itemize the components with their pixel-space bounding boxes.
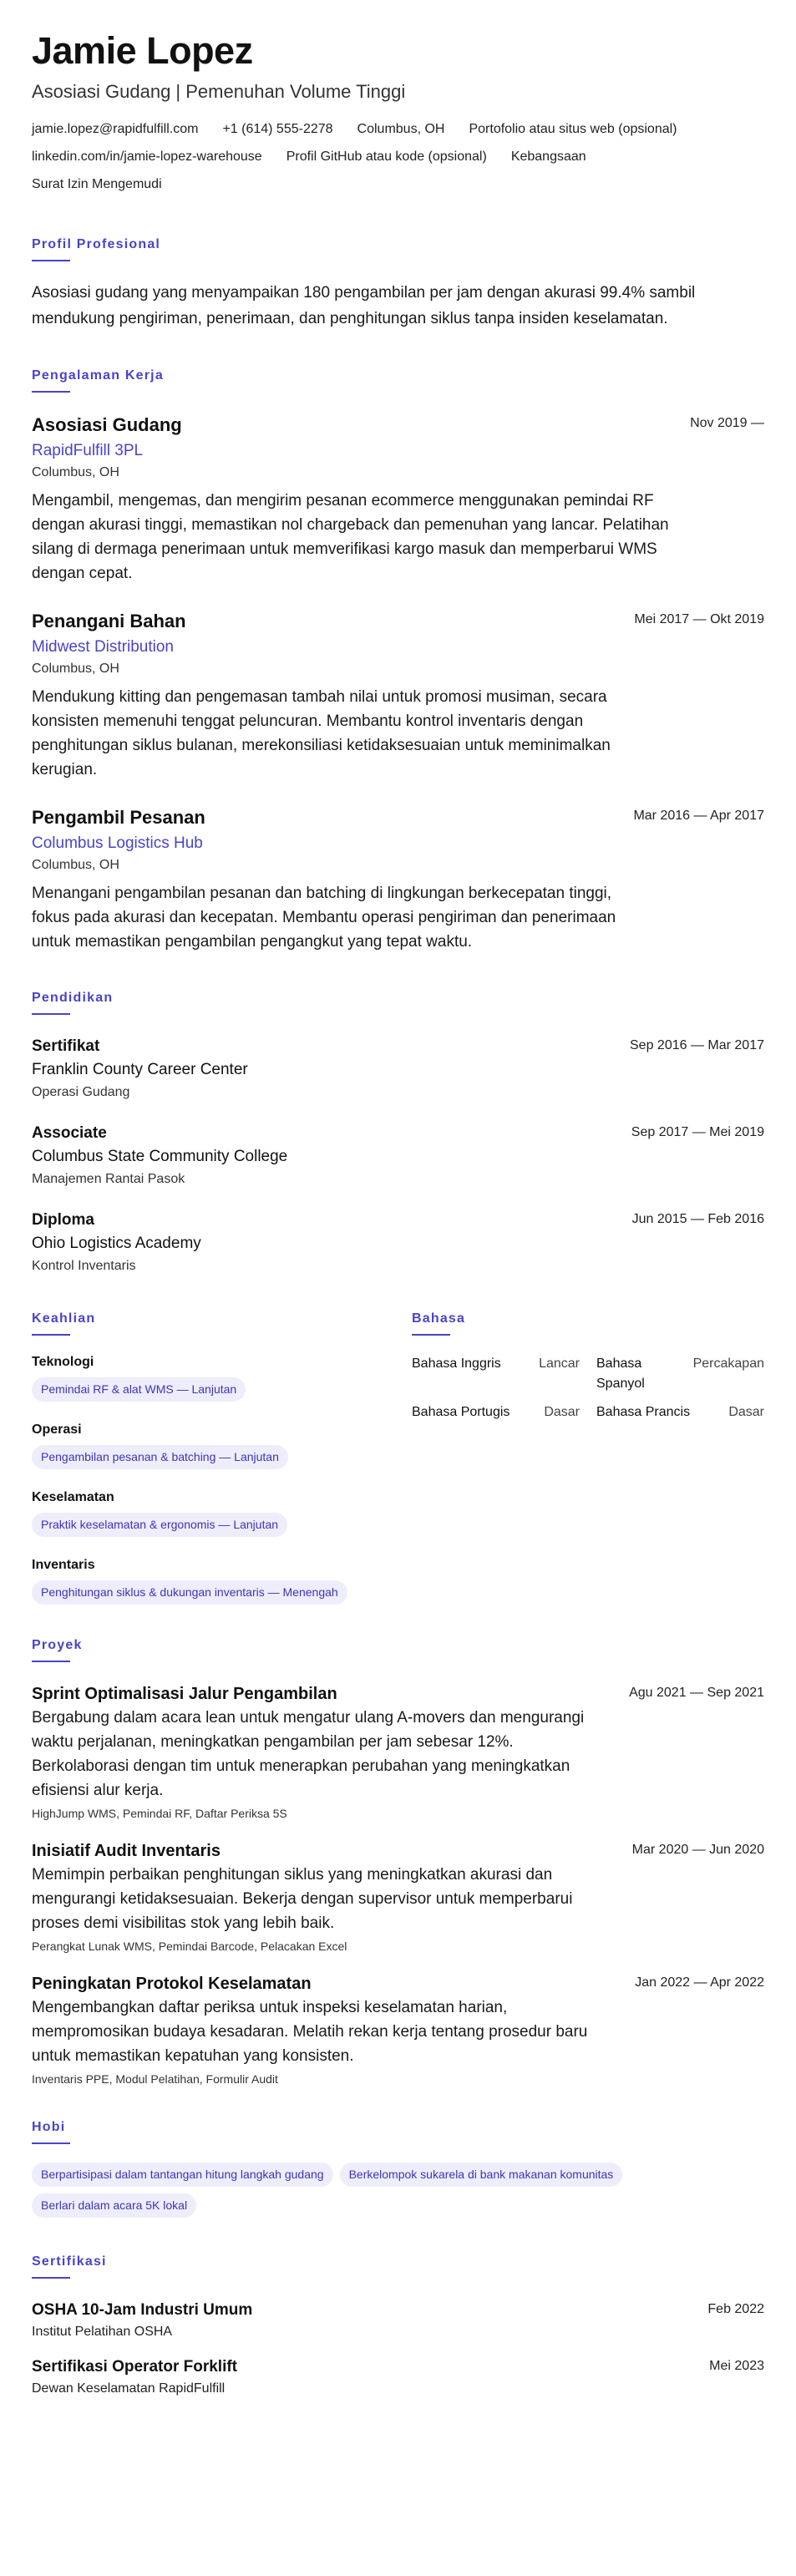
education-field: Kontrol Inventaris (32, 1259, 136, 1274)
education-item (32, 1037, 764, 1101)
project-tech: Perangkat Lunak WMS, Pemindai Barcode, Pelacakan Excel (32, 1940, 347, 1954)
certification-name: OSHA 10-Jam Industri Umum (32, 2301, 253, 2320)
certification-date: Mei 2023 (709, 2359, 764, 2374)
education-field: Manajemen Rantai Pasok (32, 1172, 185, 1187)
project-dates: Mar 2020 — Jun 2020 (631, 1843, 764, 1858)
education-item (32, 1123, 764, 1188)
profile-section (32, 237, 764, 332)
certification-name: Sertifikasi Operator Forklift (32, 2358, 238, 2376)
language-item (596, 1402, 764, 1422)
skill-category: Keselamatan (32, 1490, 114, 1505)
section-title: Bahasa (412, 1311, 466, 1326)
language-name: Bahasa Prancis (596, 1405, 691, 1420)
certification-issuer: Dewan Keselamatan RapidFulfill (32, 2381, 226, 2396)
skills-section (32, 1311, 412, 1605)
contact-phone[interactable]: +1 (614) 555-2278 (222, 122, 333, 137)
hobbies-section (32, 2120, 764, 2218)
job-description: Mengambil, mengemas, dan mengirim pesanan ecommerce menggunakan pemindai RF dengan akurasi tinggi, memastikan nol chargeback dan pemenuhan yang lancar. Pelatihan silang di dermaga penerimaan untuk memverifikasi kargo masuk dan memperbarui WMS dengan cepat. (32, 492, 669, 583)
education-school: Columbus State Community College (32, 1148, 288, 1166)
experience-item (32, 611, 764, 782)
education-degree: Diploma (32, 1211, 94, 1230)
project-dates: Jan 2022 — Apr 2022 (635, 1975, 764, 1990)
candidate-headline: Asosiasi Gudang | Pemenuhan Volume Tinggi (32, 81, 406, 102)
experience-item (32, 414, 764, 586)
skill-category: Operasi (32, 1422, 82, 1438)
languages-section (412, 1311, 764, 1605)
section-title: Pendidikan (32, 991, 114, 1006)
project-tech: Inventaris PPE, Modul Pelatihan, Formulir Audit (32, 2072, 278, 2087)
education-degree: Associate (32, 1124, 107, 1143)
project-description: Mengembangkan daftar periksa untuk inspeksi keselamatan harian, mempromosikan budaya kesadaran. Melatih rekan kerja tentang prosedur baru untuk memastikan kepatuhan yang konsisten. (32, 1999, 588, 2066)
skill-group (32, 1557, 412, 1605)
contact-github[interactable]: Profil GitHub atau kode (opsional) (286, 150, 487, 165)
job-dates: Nov 2019 — (690, 416, 764, 431)
hobby-chip: Berkelompok sukarela di bank makanan komunitas (340, 2163, 623, 2187)
language-item (596, 1354, 764, 1394)
experience-item (32, 807, 764, 954)
contact-portfolio[interactable]: Portofolio atau situs web (opsional) (469, 122, 677, 137)
project-name: Sprint Optimalisasi Jalur Pengambilan (32, 1685, 337, 1704)
project-dates: Agu 2021 — Sep 2021 (629, 1686, 764, 1701)
education-dates: Sep 2016 — Mar 2017 (630, 1038, 764, 1053)
language-item (412, 1402, 580, 1422)
project-description: Memimpin perbaikan penghitungan siklus yang meningkatkan akurasi dan mengurangi ketidaksesuaian. Bekerja dengan supervisor untuk memperbarui proses demi visibilitas stok yang lebih baik. (32, 1866, 573, 1933)
skill-group (32, 1489, 412, 1537)
skill-category: Teknologi (32, 1355, 94, 1370)
contact-location: Columbus, OH (357, 122, 445, 137)
hobby-chip: Berlari dalam acara 5K lokal (32, 2193, 196, 2218)
skills-languages-row (32, 1311, 764, 1605)
project-tech: HighJump WMS, Pemindai RF, Daftar Periksa 5S (32, 1807, 287, 1821)
job-title: Pengambil Pesanan (32, 807, 205, 829)
profile-summary: Asosiasi gudang yang menyampaikan 180 pengambilan per jam dengan akurasi 99.4% sambil mendukung pengiriman, penerimaan, dan penghitungan siklus tanpa insiden keselamatan. (32, 284, 696, 328)
section-divider (32, 1334, 70, 1336)
language-level: Dasar (544, 1405, 580, 1420)
project-name: Peningkatan Protokol Keselamatan (32, 1975, 312, 1994)
language-name: Bahasa Inggris (412, 1356, 501, 1372)
section-divider (32, 2277, 70, 2279)
project-item (32, 1841, 764, 1954)
language-level: Lancar (539, 1356, 580, 1372)
education-section (32, 991, 764, 1275)
project-item (32, 1974, 764, 2087)
section-divider (32, 1013, 70, 1015)
section-divider (32, 391, 70, 393)
education-dates: Sep 2017 — Mei 2019 (631, 1125, 764, 1140)
language-list (412, 1354, 764, 1422)
job-dates: Mei 2017 — Okt 2019 (634, 612, 764, 627)
skill-chip: Pemindai RF & alat WMS — Lanjutan (32, 1377, 246, 1402)
section-divider (412, 1334, 450, 1336)
certification-date: Feb 2022 (707, 2302, 764, 2317)
hobby-chip: Berpartisipasi dalam tantangan hitung langkah gudang (32, 2163, 333, 2187)
company-name: RapidFulfill 3PL (32, 442, 144, 460)
company-name: Midwest Distribution (32, 638, 174, 657)
job-description: Mendukung kitting dan pengemasan tambah nilai untuk promosi musiman, secara konsisten memenuhi tenggat peluncuran. Membantu kontrol inventaris dengan penghitungan siklus bulanan, merekonsiliasi ketidaksesuaian untuk meminimalkan kerugian. (32, 688, 611, 779)
education-item (32, 1210, 764, 1275)
skill-group (32, 1354, 412, 1402)
skill-category: Inventaris (32, 1558, 95, 1573)
skill-chip: Pengambilan pesanan & batching — Lanjutan (32, 1445, 288, 1469)
experience-section (32, 368, 764, 954)
section-title: Keahlian (32, 1311, 96, 1326)
job-location: Columbus, OH (32, 465, 119, 480)
certifications-section (32, 2254, 764, 2397)
job-location: Columbus, OH (32, 662, 119, 677)
education-dates: Jun 2015 — Feb 2016 (631, 1212, 764, 1227)
job-description: Menangani pengambilan pesanan dan batching di lingkungan berkecepatan tinggi, fokus pada akurasi dan kecepatan. Membantu operasi pengiriman dan penerimaan untuk memastikan pengambilan pengangkut yang tepat waktu. (32, 885, 616, 951)
projects-section (32, 1638, 764, 2087)
language-level: Percakapan (692, 1356, 764, 1372)
certification-item (32, 2357, 764, 2397)
job-location: Columbus, OH (32, 858, 119, 873)
section-divider (32, 260, 70, 261)
candidate-name: Jamie Lopez (32, 29, 253, 72)
section-divider (32, 1661, 70, 1662)
section-title: Hobi (32, 2120, 66, 2135)
job-title: Penangani Bahan (32, 611, 186, 632)
certification-item (32, 2300, 764, 2340)
section-title: Profil Profesional (32, 237, 161, 252)
project-item (32, 1684, 764, 1821)
contact-nationality: Kebangsaan (510, 150, 586, 165)
company-name: Columbus Logistics Hub (32, 834, 203, 853)
resume-header (32, 29, 764, 204)
job-dates: Mar 2016 — Apr 2017 (633, 809, 764, 824)
language-name: Bahasa Spanyol (596, 1356, 645, 1392)
contact-linkedin[interactable]: linkedin.com/in/jamie-lopez-warehouse (32, 150, 262, 165)
job-title: Asosiasi Gudang (32, 414, 182, 436)
education-degree: Sertifikat (32, 1037, 100, 1056)
section-title: Sertifikasi (32, 2254, 107, 2269)
contact-drivers-license: Surat Izin Mengemudi (32, 177, 162, 192)
language-level: Dasar (728, 1405, 764, 1420)
contact-email[interactable]: jamie.lopez@rapidfulfill.com (32, 122, 199, 137)
certification-issuer: Institut Pelatihan OSHA (32, 2325, 173, 2340)
education-field: Operasi Gudang (32, 1085, 130, 1100)
section-title: Pengalaman Kerja (32, 368, 164, 383)
section-divider (32, 2142, 70, 2144)
section-title: Proyek (32, 1638, 83, 1653)
language-item (412, 1354, 580, 1394)
project-name: Inisiatif Audit Inventaris (32, 1842, 221, 1861)
language-name: Bahasa Portugis (412, 1405, 510, 1420)
education-school: Franklin County Career Center (32, 1061, 248, 1079)
education-school: Ohio Logistics Academy (32, 1235, 201, 1253)
contact-list (32, 121, 764, 204)
skill-chip: Penghitungan siklus & dukungan inventaris — Menengah (32, 1580, 347, 1605)
project-description: Bergabung dalam acara lean untuk mengatur ulang A-movers dan mengurangi waktu perjalanan, meningkatkan pengambilan per jam sebesar 12%. Berkolaborasi dengan tim untuk menerapkan perubahan yang meningkatkan efisiensi alur kerja. (32, 1709, 585, 1800)
skill-group (32, 1422, 412, 1469)
skill-chip: Praktik keselamatan & ergonomis — Lanjutan (32, 1513, 287, 1537)
